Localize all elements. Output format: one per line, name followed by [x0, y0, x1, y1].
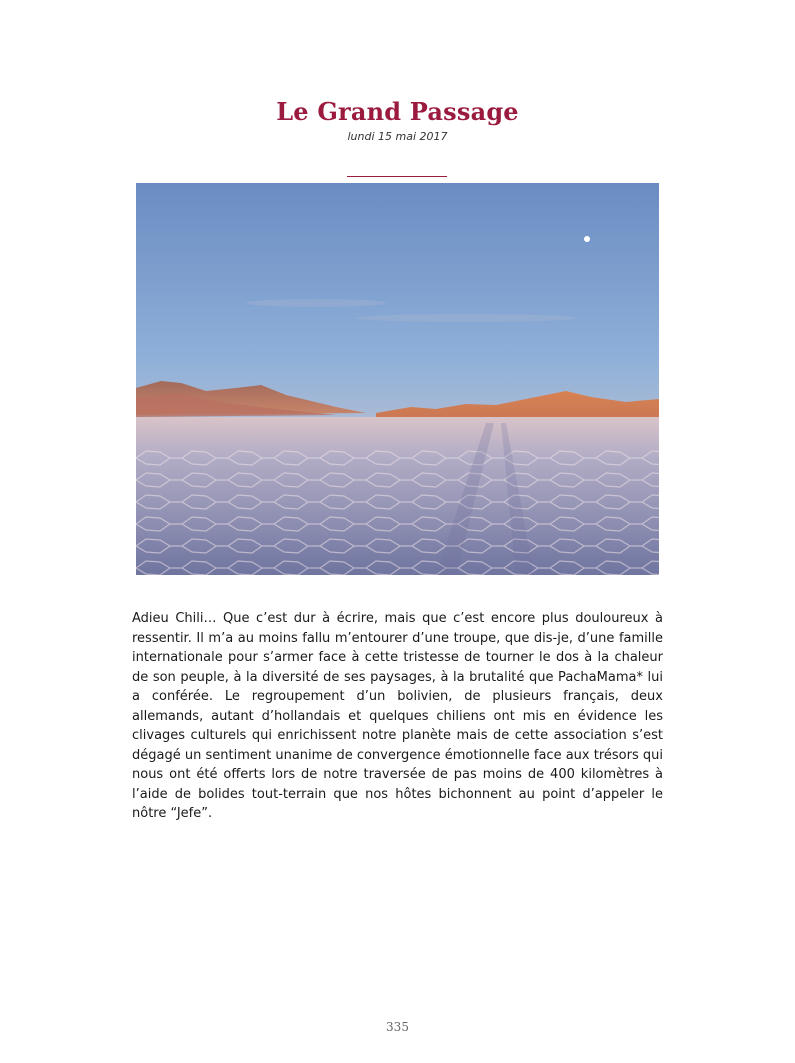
page-title: Le Grand Passage: [276, 97, 519, 126]
post-date: lundi 15 mai 2017: [347, 130, 448, 143]
title-separator: [347, 176, 447, 177]
page-number: 335: [386, 1020, 409, 1034]
article-paragraph: Adieu Chili… Que c’est dur à écrire, mais que c’est encore plus douloureux à ressentir. Il m’a au moins fallu m’entourer d’une troupe, que dis-je, d’une famille internationale pour s’armer face à cette tristesse de tourner le dos à la chaleur de son peuple, à la diversité de ses paysages, à la brutalité que PachaMama* lui a conférée. Le regroupement d’un bolivien, de plusieurs français, deux allemands, autant d’hollandais et quelques chiliens ont mis en évidence les clivages culturels qui enrichissent notre planète mais de cette association s’est dégagé un sentiment unanime de convergence émotionnelle face aux trésors qui nous ont été offerts lors de notre traversée de pas moins de 400 kilomètres à l’aide de bolides tout-terrain que nos hôtes bichonnent au point d’appeler le nôtre “Jefe”.: [132, 611, 663, 821]
salt-flat-photo: [136, 183, 659, 575]
